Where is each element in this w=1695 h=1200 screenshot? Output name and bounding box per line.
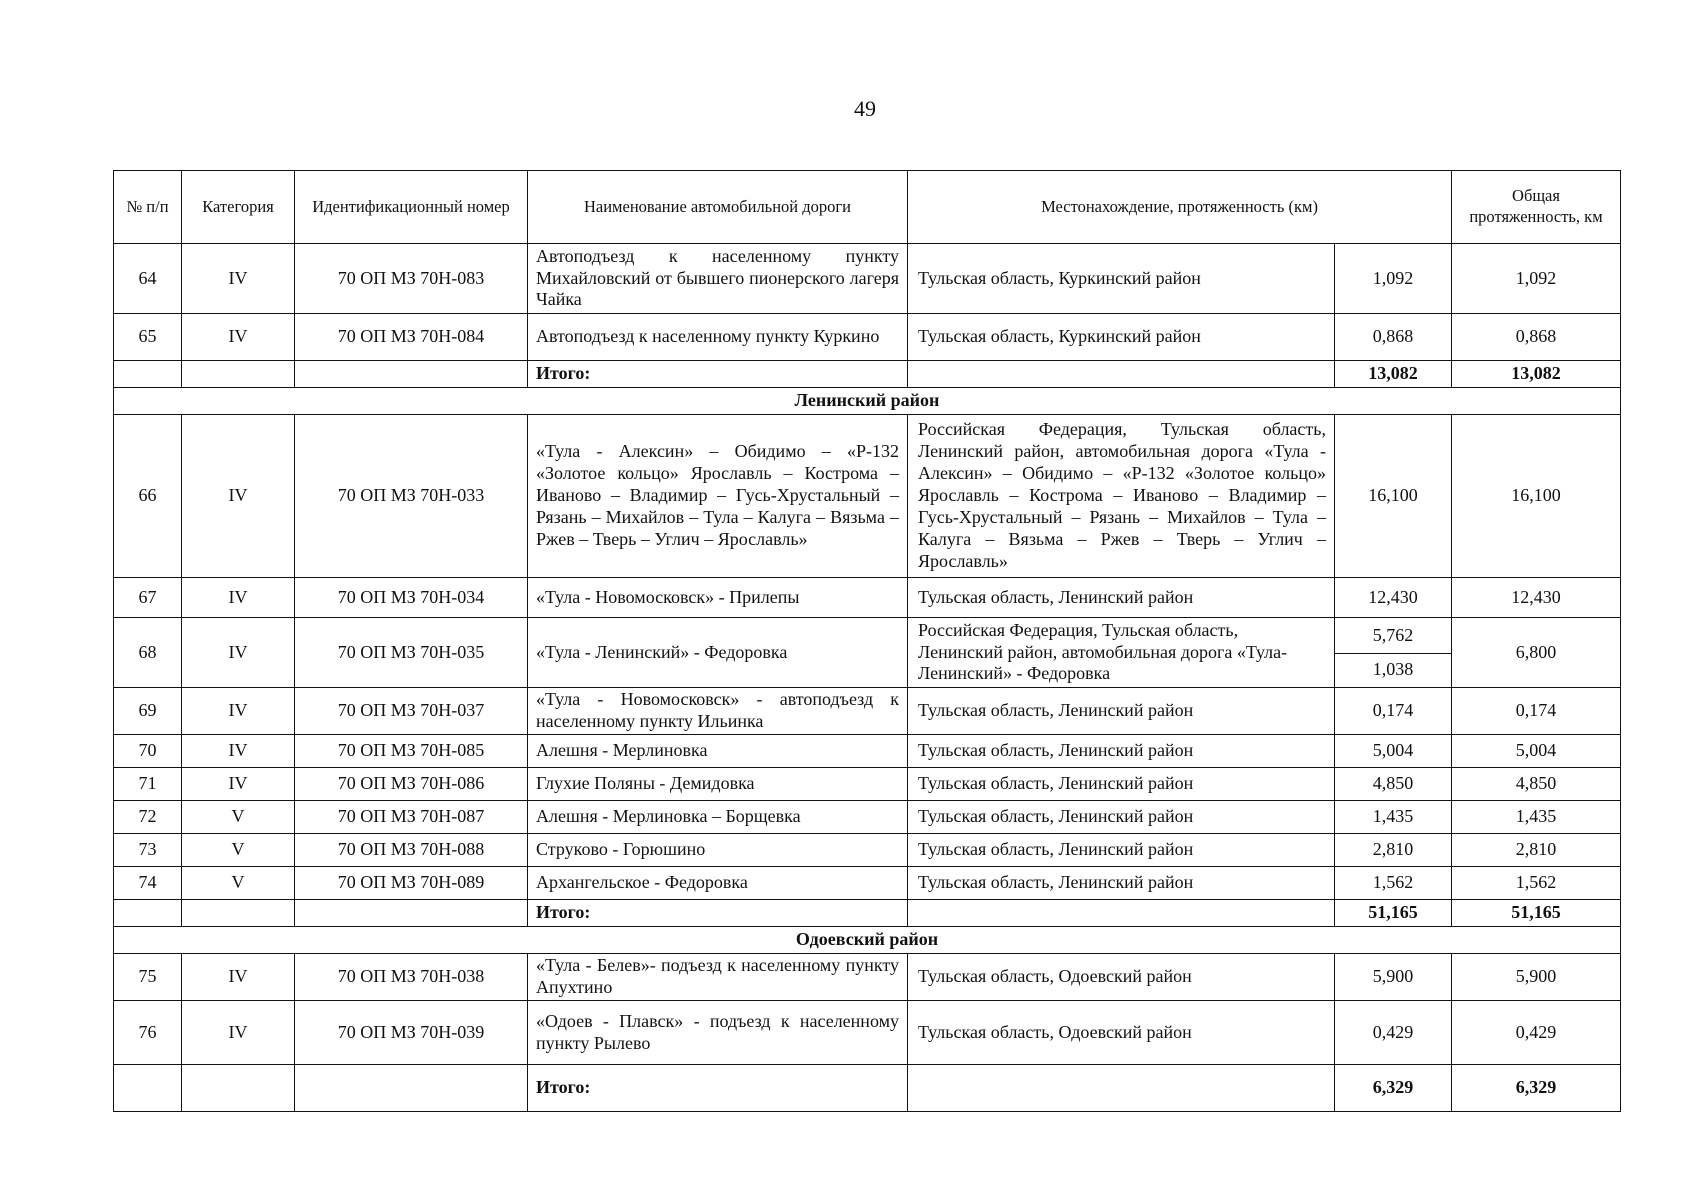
row-length: 0,429: [1335, 1001, 1452, 1065]
roads-table: [113, 170, 1621, 1112]
row-location: Тульская область, Одоевский район: [908, 954, 1335, 1001]
row-category: IV: [182, 1001, 295, 1065]
table-row: [114, 867, 1621, 900]
row-category: IV: [182, 314, 295, 361]
row-id-number: 70 ОП МЗ 70Н-033: [295, 415, 528, 578]
row-location: Российская Федерация, Тульская область, Ленинский район, автомобильная дорога «Тула-Ленинский» - Федоровка: [908, 618, 1335, 688]
row-location: Тульская область, Куркинский район: [908, 244, 1335, 314]
row-num: 76: [114, 1001, 182, 1065]
table-row: [114, 415, 1621, 578]
row-length: 5,900: [1335, 954, 1452, 1001]
row-road-name: «Тула - Ленинский» - Федоровка: [528, 618, 908, 688]
row-id-number: 70 ОП МЗ 70Н-083: [295, 244, 528, 314]
row-location: Тульская область, Одоевский район: [908, 1001, 1335, 1065]
row-total-length: 1,092: [1452, 244, 1621, 314]
table-row: [114, 768, 1621, 801]
row-location: Тульская область, Ленинский район: [908, 735, 1335, 768]
row-length: 4,850: [1335, 768, 1452, 801]
totals-length: 51,165: [1335, 900, 1452, 927]
row-id-number: 70 ОП МЗ 70Н-035: [295, 618, 528, 688]
row-total-length: 1,562: [1452, 867, 1621, 900]
row-num: 74: [114, 867, 182, 900]
section-row-leninsky: [114, 388, 1621, 415]
row-total-length: 16,100: [1452, 415, 1621, 578]
totals-row-odoevsky: [114, 1065, 1621, 1112]
row-category: IV: [182, 415, 295, 578]
row-road-name: Автоподъезд к населенному пункту Куркино: [528, 314, 908, 361]
row-road-name: Глухие Поляны - Демидовка: [528, 768, 908, 801]
row-road-name: «Тула - Новомосковск» - Прилепы: [528, 578, 908, 618]
row-category: V: [182, 867, 295, 900]
row-length: 1,562: [1335, 867, 1452, 900]
row-category: IV: [182, 578, 295, 618]
header-location: Местонахождение, протяженность (км): [908, 171, 1452, 244]
row-location: Тульская область, Ленинский район: [908, 801, 1335, 834]
row-id-number: 70 ОП МЗ 70Н-034: [295, 578, 528, 618]
row-category: IV: [182, 954, 295, 1001]
row-location: Тульская область, Ленинский район: [908, 578, 1335, 618]
row-num: 73: [114, 834, 182, 867]
row-num: 75: [114, 954, 182, 1001]
section-row-odoevsky: [114, 927, 1621, 954]
row-total-length: 2,810: [1452, 834, 1621, 867]
row-location: Тульская область, Куркинский район: [908, 314, 1335, 361]
row-length-part-1: 5,762: [1335, 619, 1451, 654]
row-road-name: Архангельское - Федоровка: [528, 867, 908, 900]
header-num: № п/п: [114, 171, 182, 244]
row-road-name: «Одоев - Плавск» - подъезд к населенному пункту Рылево: [528, 1001, 908, 1065]
row-category: IV: [182, 768, 295, 801]
section-title: Одоевский район: [114, 927, 1621, 954]
row-length: 0,868: [1335, 314, 1452, 361]
row-road-name: Алешня - Мерлиновка – Борщевка: [528, 801, 908, 834]
row-category: IV: [182, 688, 295, 735]
row-num: 66: [114, 415, 182, 578]
row-location: Тульская область, Ленинский район: [908, 688, 1335, 735]
table-row: [114, 244, 1621, 314]
totals-total-length: 13,082: [1452, 361, 1621, 388]
table-row: [114, 618, 1621, 688]
row-total-length: 1,435: [1452, 801, 1621, 834]
row-id-number: 70 ОП МЗ 70Н-039: [295, 1001, 528, 1065]
totals-label: Итого:: [528, 1065, 908, 1112]
row-id-number: 70 ОП МЗ 70Н-089: [295, 867, 528, 900]
table-row: [114, 801, 1621, 834]
row-num: 68: [114, 618, 182, 688]
page-number: 49: [854, 96, 876, 121]
header-total-length: Общая протяженность, км: [1452, 171, 1621, 244]
row-length-split: [1335, 618, 1452, 688]
row-road-name: «Тула - Белев»- подъезд к населенному пункту Апухтино: [528, 954, 908, 1001]
row-id-number: 70 ОП МЗ 70Н-087: [295, 801, 528, 834]
row-location: Тульская область, Ленинский район: [908, 867, 1335, 900]
totals-length: 13,082: [1335, 361, 1452, 388]
table-row: [114, 735, 1621, 768]
row-category: IV: [182, 244, 295, 314]
row-id-number: 70 ОП МЗ 70Н-088: [295, 834, 528, 867]
header-category: Категория: [182, 171, 295, 244]
row-length: 12,430: [1335, 578, 1452, 618]
row-length: 16,100: [1335, 415, 1452, 578]
table-header-row: [114, 171, 1621, 244]
row-num: 65: [114, 314, 182, 361]
row-total-length: 6,800: [1452, 618, 1621, 688]
row-num: 69: [114, 688, 182, 735]
row-id-number: 70 ОП МЗ 70Н-084: [295, 314, 528, 361]
row-total-length: 12,430: [1452, 578, 1621, 618]
row-num: 70: [114, 735, 182, 768]
row-length-part-2: 1,038: [1372, 659, 1414, 680]
row-length: 1,435: [1335, 801, 1452, 834]
row-length: 1,092: [1335, 244, 1452, 314]
section-title: Ленинский район: [114, 388, 1621, 415]
table-row: [114, 1001, 1621, 1065]
row-location: Тульская область, Ленинский район: [908, 768, 1335, 801]
header-road-name: Наименование автомобильной дороги: [528, 171, 908, 244]
table-row: [114, 688, 1621, 735]
row-total-length: 0,174: [1452, 688, 1621, 735]
row-num: 72: [114, 801, 182, 834]
header-id-number: Идентификационный номер: [295, 171, 528, 244]
row-category: IV: [182, 618, 295, 688]
row-road-name: «Тула - Алексин» – Обидимо – «Р-132 «Золотое кольцо» Ярославль – Кострома – Иваново – Владимир – Гусь-Хрустальный – Рязань – Михайлов – Тула – Калуга – Вязьма – Ржев – Тверь – Углич – Ярославль»: [528, 415, 908, 578]
row-length: 2,810: [1335, 834, 1452, 867]
row-id-number: 70 ОП МЗ 70Н-085: [295, 735, 528, 768]
totals-row-leninsky: [114, 900, 1621, 927]
row-location: Российская Федерация, Тульская область, Ленинский район, автомобильная дорога «Тула - Алексин» – Обидимо – «Р-132 «Золотое кольцо» Ярославль – Кострома – Иваново – Владимир – Гусь-Хрустальный – Рязань – Михайлов – Тула – Калуга – Вязьма – Ржев – Тверь – Углич – Ярославль»: [908, 415, 1335, 578]
row-id-number: 70 ОП МЗ 70Н-037: [295, 688, 528, 735]
row-total-length: 0,868: [1452, 314, 1621, 361]
row-road-name: Алешня - Мерлиновка: [528, 735, 908, 768]
totals-label: Итого:: [528, 361, 908, 388]
table-row: [114, 314, 1621, 361]
row-num: 71: [114, 768, 182, 801]
totals-label: Итого:: [528, 900, 908, 927]
row-length: 5,004: [1335, 735, 1452, 768]
row-total-length: 0,429: [1452, 1001, 1621, 1065]
row-road-name: «Тула - Новомосковск» - автоподъезд к населенному пункту Ильинка: [528, 688, 908, 735]
row-road-name: Струково - Горюшино: [528, 834, 908, 867]
totals-row-kurkinsky: [114, 361, 1621, 388]
row-category: V: [182, 801, 295, 834]
table-row: [114, 578, 1621, 618]
row-category: V: [182, 834, 295, 867]
row-num: 67: [114, 578, 182, 618]
totals-total-length: 6,329: [1452, 1065, 1621, 1112]
row-total-length: 4,850: [1452, 768, 1621, 801]
totals-length: 6,329: [1335, 1065, 1452, 1112]
row-road-name: Автоподъезд к населенному пункту Михайловский от бывшего пионерского лагеря Чайка: [528, 244, 908, 314]
row-location: Тульская область, Ленинский район: [908, 834, 1335, 867]
row-id-number: 70 ОП МЗ 70Н-086: [295, 768, 528, 801]
totals-total-length: 51,165: [1452, 900, 1621, 927]
row-id-number: 70 ОП МЗ 70Н-038: [295, 954, 528, 1001]
row-total-length: 5,004: [1452, 735, 1621, 768]
row-total-length: 5,900: [1452, 954, 1621, 1001]
table-row: [114, 834, 1621, 867]
row-category: IV: [182, 735, 295, 768]
row-num: 64: [114, 244, 182, 314]
table-row: [114, 954, 1621, 1001]
row-length: 0,174: [1335, 688, 1452, 735]
